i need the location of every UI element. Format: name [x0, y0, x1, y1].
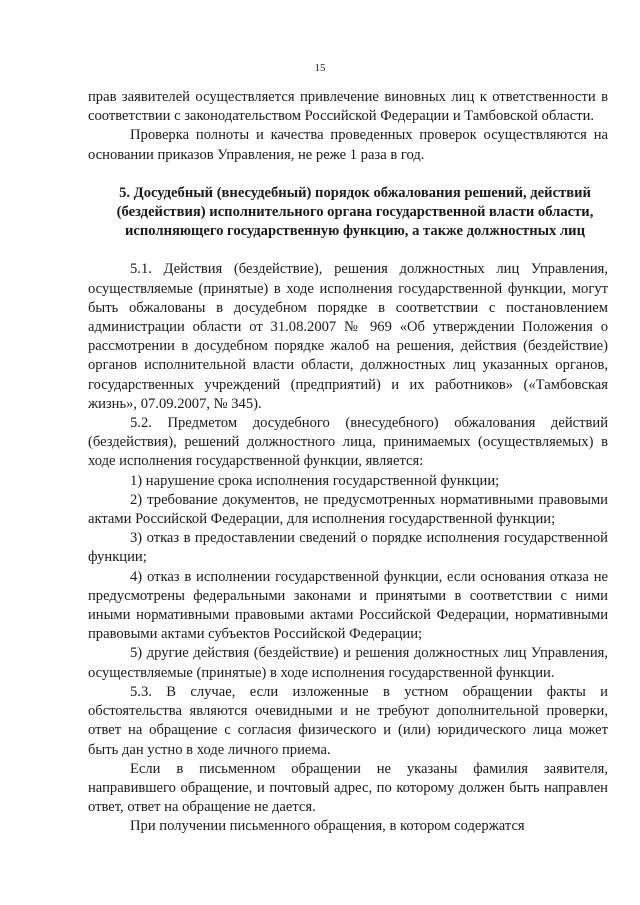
- paragraph-5-3: 5.3. В случае, если изложенные в устном обращении факты и обстоятельства являются очевидными и не требуют дополнительной проверки, ответ на обращение с согласия физического и (или) юридического лица может быть дан устно в ходе личного приема.: [88, 683, 608, 758]
- section-heading: 5. Досудебный (внесудебный) порядок обжалования решений, действий (бездействия) исполнительного органа государственной власти области, исполняющего государственную функцию, а также должностных лиц: [116, 184, 594, 240]
- paragraph: прав заявителей осуществляется привлечение виновных лиц к ответственности в соответствии с законодательством Российской Федерации и Тамбовской области.: [88, 89, 608, 125]
- list-item: 5) другие действия (бездействие) и решения должностных лиц Управления, осуществляемые (принятые) в ходе исполнения государственной функции.: [88, 645, 608, 681]
- paragraph-5-2: 5.2. Предметом досудебного (внесудебного) обжалования действий (бездействия), решений должностного лица, принимаемых (осуществляемых) в ходе исполнения государственной функции, является:: [88, 415, 608, 470]
- list-item: 2) требование документов, не предусмотренных нормативными правовыми актами Российской Федерации, для исполнения государственной функции;: [88, 491, 608, 528]
- paragraph: При получении письменного обращения, в котором содержатся: [130, 818, 525, 835]
- list-item: 3) отказ в предоставлении сведений о порядке исполнения государственной функции;: [88, 530, 608, 566]
- list-item: 4) отказ в исполнении государственной функции, если основания отказа не предусмотрены федеральными законами и принятыми в соответствии с ними иными нормативными правовыми актами Российской Федерации, нормативными правовыми актами субъектов Российской Федерации;: [88, 568, 608, 643]
- document-body: [88, 88, 608, 837]
- paragraph: Если в письменном обращении не указаны фамилия заявителя, направившего обращение, и почтовый адрес, по которому должен быть направлен ответ, ответ на обращение не дается.: [88, 760, 608, 816]
- paragraph: Проверка полноты и качества проведенных проверок осуществляются на основании приказов Управления, не реже 1 раза в год.: [88, 127, 608, 163]
- paragraph-5-1: 5.1. Действия (бездействие), решения должностных лиц Управления, осуществляемые (принятые) в ходе исполнения государственной функции, могут быть обжалованы в досудебном порядке в соответствии с постановлением администрации области от 31.08.2007 № 969 «Об утверждении Положения о рассмотрении в досудебном порядке жалоб на решения, действия (бездействие) органов исполнительной власти области, должностных лиц указанных органов, государственных учреждений (предприятий) и их работников» («Тамбовская жизнь», 07.09.2007, № 345).: [88, 261, 608, 412]
- page-number: 15: [314, 62, 326, 74]
- list-item: 1) нарушение срока исполнения государственной функции;: [130, 472, 500, 489]
